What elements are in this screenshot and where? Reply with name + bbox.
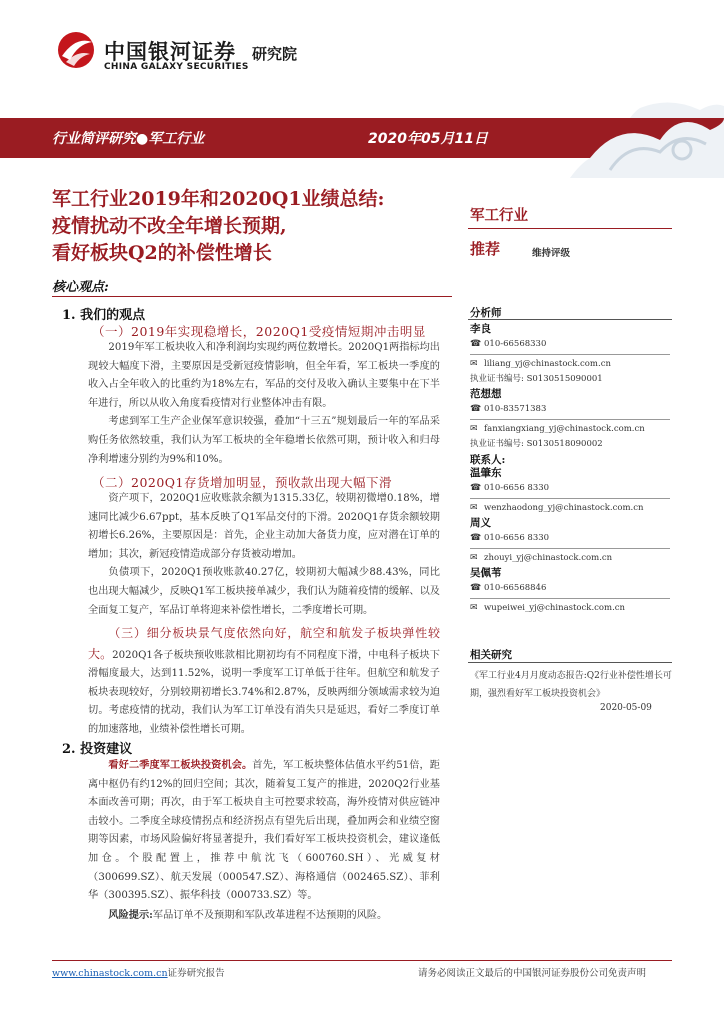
core-view-label: 核心观点: [52, 280, 109, 295]
analyst-name: 范想想 [470, 388, 502, 400]
subheading-3: （三）细分板块景气度依然向好，航空和航发子板块弹性较大。 [88, 626, 440, 661]
title-line-2: 疫情扰动不改全年增长预期, [52, 215, 287, 237]
subheading-2: （二）2020Q1存货增加明显，预收款出现大幅下滑 [92, 475, 393, 490]
email-icon: ✉ [470, 503, 478, 513]
paragraph-block-1 [88, 339, 440, 469]
footer-left [52, 965, 225, 979]
divider [470, 598, 670, 599]
divider [470, 498, 670, 499]
analyst-phone: 010-83571383 [484, 404, 547, 414]
report-date: 2020年05月11日 [368, 131, 488, 147]
company-name-cn: 中国银河证券 [104, 40, 236, 64]
footer-label: 证券研究报告 [167, 968, 225, 979]
related-research-heading: 相关研究 [470, 649, 512, 661]
disclaimer-note: 请务必阅读正文最后的中国银河证券股份公司免责声明 [418, 968, 647, 979]
contact-name: 温肇东 [470, 467, 502, 479]
analyst-name: 李良 [470, 323, 491, 335]
contact-phone: 010-6656 8330 [484, 483, 550, 493]
report-title [52, 186, 462, 267]
contact-email[interactable]: wupeiwei_yj@chinastock.com.cn [484, 603, 626, 613]
contact-phone: 010-66568846 [484, 583, 547, 593]
title-line-1: 军工行业2019年和2020Q1业绩总结: [52, 188, 385, 210]
paragraph: 2020Q1各子板块预收账款相比期初均有不同程度下滑，中电科子板块下滑幅度最大，达到11.52%，说明一季度军工订单低于往年。但航空和航发子板块表现较好，分别较期初增长3.74%和2.87%，反映两细分领域需求较为迫切。考虑疫情的扰动，我们认为军工订单没有消失只是延迟，看好二季度订单的加速落地，业绩补偿性增长可期。 [88, 649, 440, 735]
divider [468, 662, 672, 663]
analyst-email[interactable]: fanxiangxiang_yj@chinastock.com.cn [484, 424, 645, 434]
divider [470, 419, 670, 420]
divider [470, 354, 670, 355]
section-1-heading: 1. 我们的观点 [62, 308, 146, 323]
divider [468, 319, 672, 320]
rating-badge: 推荐 [470, 240, 501, 258]
subheading-1: （一）2019年实现稳增长，2020Q1受疫情短期冲击明显 [92, 324, 426, 339]
paragraph-block-2 [88, 490, 440, 620]
email-icon: ✉ [470, 359, 478, 369]
galaxy-logo-icon [56, 30, 96, 70]
company-name-en: CHINA GALAXY SECURITIES [104, 62, 249, 72]
phone-icon: ☎ [470, 339, 482, 349]
cloud-pattern-icon [470, 100, 724, 178]
department-label: 研究院 [252, 45, 298, 63]
title-line-3: 看好板块Q2的补偿性增长 [52, 242, 272, 264]
contact-name: 吴佩苇 [470, 567, 502, 579]
rating-note: 维持评级 [532, 248, 571, 259]
analyst-email[interactable]: liliang_yj@chinastock.com.cn [484, 359, 611, 369]
footer-divider [52, 960, 672, 961]
related-research-link[interactable]: 《军工行业4月月度动态报告:Q2行业补偿性增长可期，强烈看好军工板块投资机会》 [470, 671, 672, 699]
paragraph-block-4 [88, 756, 440, 925]
contact-phone: 010-6656 8330 [484, 533, 550, 543]
risk-label: 风险提示: [108, 908, 153, 921]
contact-name: 周义 [470, 517, 491, 529]
website-link[interactable]: www.chinastock.com.cn [52, 968, 168, 979]
analyst-cert: 执业证书编号: S0130515090001 [470, 374, 603, 384]
analyst-cert: 执业证书编号: S0130518090002 [470, 439, 603, 449]
paragraph: 负债项下，2020Q1预收账款40.27亿，较期初大幅减少88.43%，同比也出现大幅减少，反映Q1军工板块接单减少，我们认为随着疫情的缓解、以及全面复工复产，军品订单将迎来补偿性增长，二季度增长可期。 [88, 567, 440, 616]
related-research-date: 2020-05-09 [600, 703, 652, 713]
phone-icon: ☎ [470, 483, 482, 493]
divider [470, 548, 670, 549]
report-category: 行业简评研究●军工行业 [52, 131, 205, 147]
contact-email[interactable]: zhouyi_yj@chinastock.com.cn [484, 553, 613, 563]
analyst-phone: 010-66568330 [484, 339, 547, 349]
email-icon: ✉ [470, 424, 478, 434]
contact-list [470, 466, 670, 616]
contact-heading: 联系人: [470, 454, 506, 466]
phone-icon: ☎ [470, 404, 482, 414]
investment-lead: 看好二季度军工板块投资机会。 [108, 759, 253, 771]
phone-icon: ☎ [470, 583, 482, 593]
section-2-heading: 2. 投资建议 [62, 742, 133, 757]
paragraph: 考虑到军工生产企业保军意识较强，叠加“十三五”规划最后一年的军品采购任务依然较重，我们认为军工板块的全年稳增长依然可期，预计收入和归母净利增速分别约为9%和10%。 [88, 416, 440, 465]
phone-icon: ☎ [470, 533, 482, 543]
divider [468, 228, 672, 229]
email-icon: ✉ [470, 603, 478, 613]
email-icon: ✉ [470, 553, 478, 563]
paragraph: 首先，军工板块整体估值水平约51倍，距离中枢仍有约12%的回归空间；其次，随着复工复产的推进，2020Q2行业基本面改善可期；再次，由于军工板块自主可控要求较高，海外疫情对供应链冲击较小。二季度全球疫情拐点和经济拐点有望先后出现，叠加两会和业绩空窗期等因素，市场风险偏好将显著提升，我们看好军工板块投资机会，建议逢低加仓。个股配置上，推荐中航沈飞（600760.SH）、光威复材（300699.SZ）、航天发展（000547.SZ）、海格通信（002465.SZ）、菲利华（300395.SZ）、振华科技（000733.SZ）等。 [88, 760, 440, 902]
divider [52, 296, 452, 297]
paragraph-block-3 [88, 624, 440, 740]
paragraph: 2019年军工板块收入和净利润均实现约两位数增长。2020Q1两指标均出现较大幅度下滑，主要原因是受新冠疫情影响，但全年看，军工板块一季度的收入占全年收入的比重约为18%左右，军品的交付及收入确认主要集中在下半年进行，所以从收入角度看疫情对行业整体冲击有限。 [88, 342, 440, 409]
analyst-list [470, 322, 670, 452]
analyst-heading: 分析师 [470, 307, 502, 319]
sidebar-industry: 军工行业 [470, 207, 528, 224]
contact-email[interactable]: wenzhaodong_yj@chinastock.com.cn [484, 503, 644, 513]
paragraph: 资产项下，2020Q1应收账款余额为1315.33亿，较期初微增0.18%，增速同比减少6.67ppt，基本反映了Q1军品交付的下滑。2020Q1存货余额较期初增长6.26%，主要原因是：首先，企业主动加大备货力度，应对潜在订单的增加；其次，新冠疫情造成部分存货被动增加。 [88, 493, 440, 560]
risk-text: 军品订单不及预期和军队改革进程不达预期的风险。 [152, 909, 388, 921]
